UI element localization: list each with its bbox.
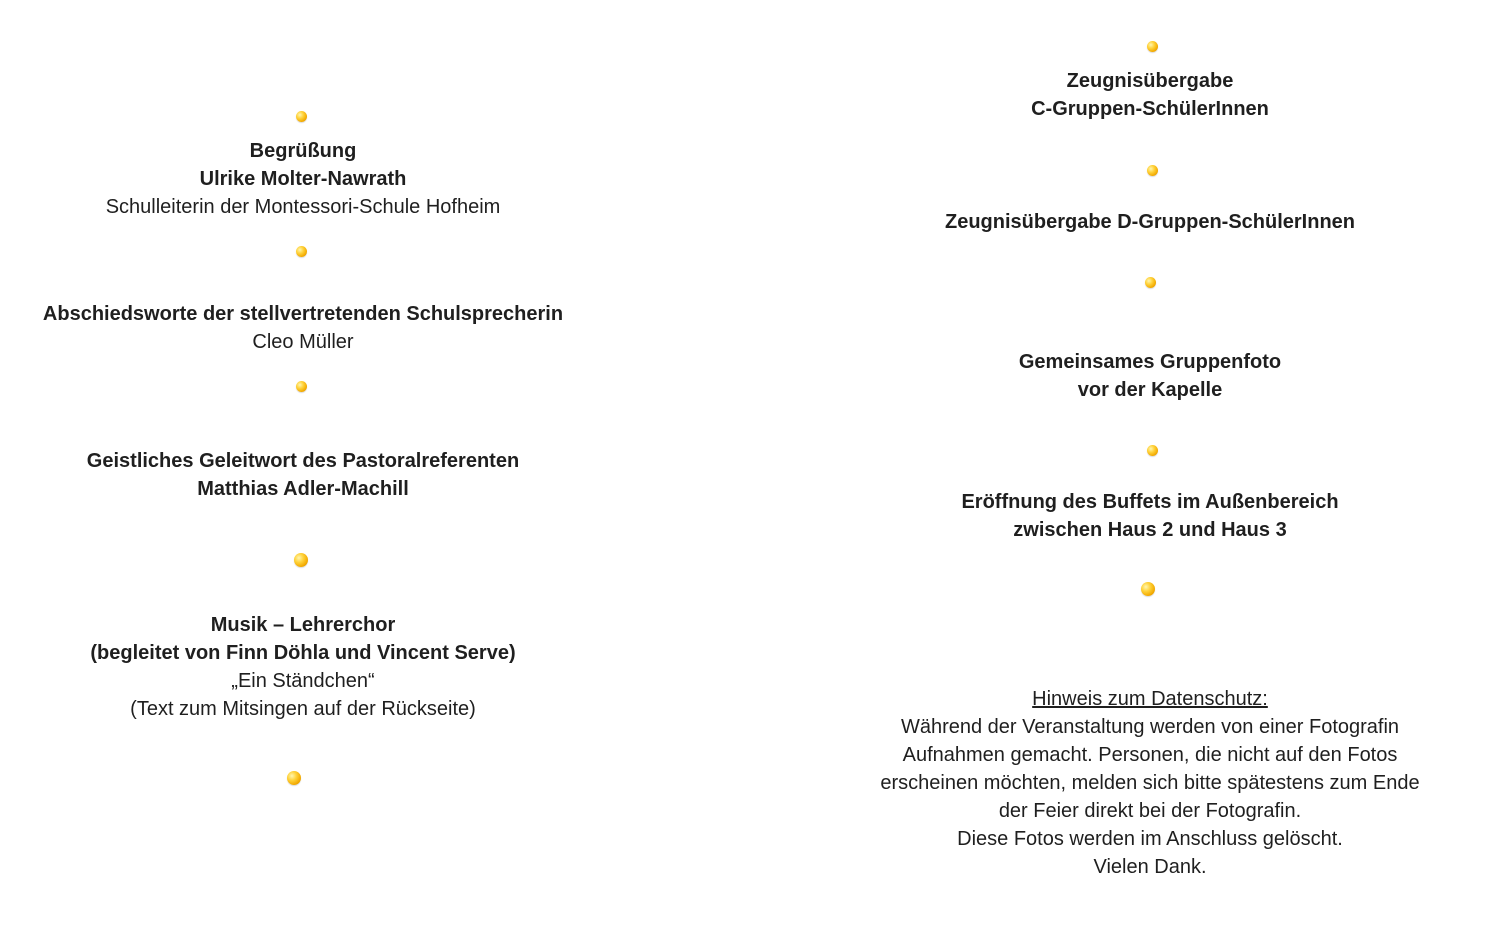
program-item-spiritual-word xyxy=(0,447,606,503)
program-item-title: Gemeinsames Gruppenfoto xyxy=(1018,351,1282,373)
program-item-location: zwischen Haus 2 und Haus 3 xyxy=(1013,519,1287,541)
program-item-music xyxy=(0,611,606,723)
privacy-notice-line: der Feier direkt bei der Fotografin. xyxy=(998,800,1302,822)
program-item-speaker: Cleo Müller xyxy=(252,331,354,353)
program-item-group: C-Gruppen-SchülerInnen xyxy=(1031,98,1269,120)
gold-dot-icon xyxy=(1145,277,1156,288)
program-item-note: (Text zum Mitsingen auf der Rückseite) xyxy=(130,698,476,720)
privacy-notice-line: Diese Fotos werden im Anschluss gelöscht. xyxy=(957,828,1343,850)
program-item-farewell xyxy=(0,300,606,356)
gold-dot-icon xyxy=(296,246,307,257)
program-item-speaker: Ulrike Molter-Nawrath xyxy=(199,168,407,190)
program-item-location: vor der Kapelle xyxy=(1077,379,1223,401)
program-item-buffet xyxy=(849,488,1451,544)
gold-dot-icon xyxy=(1147,41,1158,52)
program-item-greeting xyxy=(0,137,606,221)
program-left-column xyxy=(0,0,606,929)
program-item-certificates-c xyxy=(849,67,1451,123)
program-right-column xyxy=(849,0,1451,929)
program-item-title: Eröffnung des Buffets im Außenbereich xyxy=(961,491,1339,513)
program-item-title: Musik – Lehrerchor xyxy=(210,614,396,636)
program-item-title: Geistliches Geleitwort des Pastoralreferenten xyxy=(86,450,520,472)
privacy-notice-line: erscheinen möchten, melden sich bitte spätestens zum Ende xyxy=(880,772,1420,794)
program-item-title: Begrüßung xyxy=(249,140,357,162)
gold-dot-icon xyxy=(296,381,307,392)
privacy-notice-heading: Hinweis zum Datenschutz: xyxy=(1032,688,1268,710)
gold-dot-icon xyxy=(296,111,307,122)
program-item-speaker: Matthias Adler-Machill xyxy=(197,478,409,500)
program-item-title: Zeugnisübergabe D-Gruppen-SchülerInnen xyxy=(944,211,1356,233)
program-item-title: Zeugnisübergabe xyxy=(1066,70,1234,92)
gold-dot-icon xyxy=(287,771,301,785)
privacy-notice-thanks: Vielen Dank. xyxy=(1093,856,1207,878)
gold-dot-icon xyxy=(1147,445,1158,456)
gold-dot-icon xyxy=(294,553,308,567)
privacy-notice-line: Während der Veranstaltung werden von einer Fotografin xyxy=(900,716,1400,738)
program-item-group-photo xyxy=(849,348,1451,404)
program-item-title: Abschiedsworte der stellvertretenden Schulsprecherin xyxy=(42,303,564,325)
program-item-certificates-d xyxy=(849,208,1451,236)
program-item-performers: (begleitet von Finn Döhla und Vincent Serve) xyxy=(90,642,516,664)
gold-dot-icon xyxy=(1147,165,1158,176)
program-item-song: „Ein Ständchen“ xyxy=(231,670,375,692)
gold-dot-icon xyxy=(1141,582,1155,596)
privacy-notice-line: Aufnahmen gemacht. Personen, die nicht auf den Fotos xyxy=(902,744,1398,766)
program-item-detail: Schulleiterin der Montessori-Schule Hofheim xyxy=(105,196,501,218)
privacy-notice xyxy=(849,685,1451,881)
